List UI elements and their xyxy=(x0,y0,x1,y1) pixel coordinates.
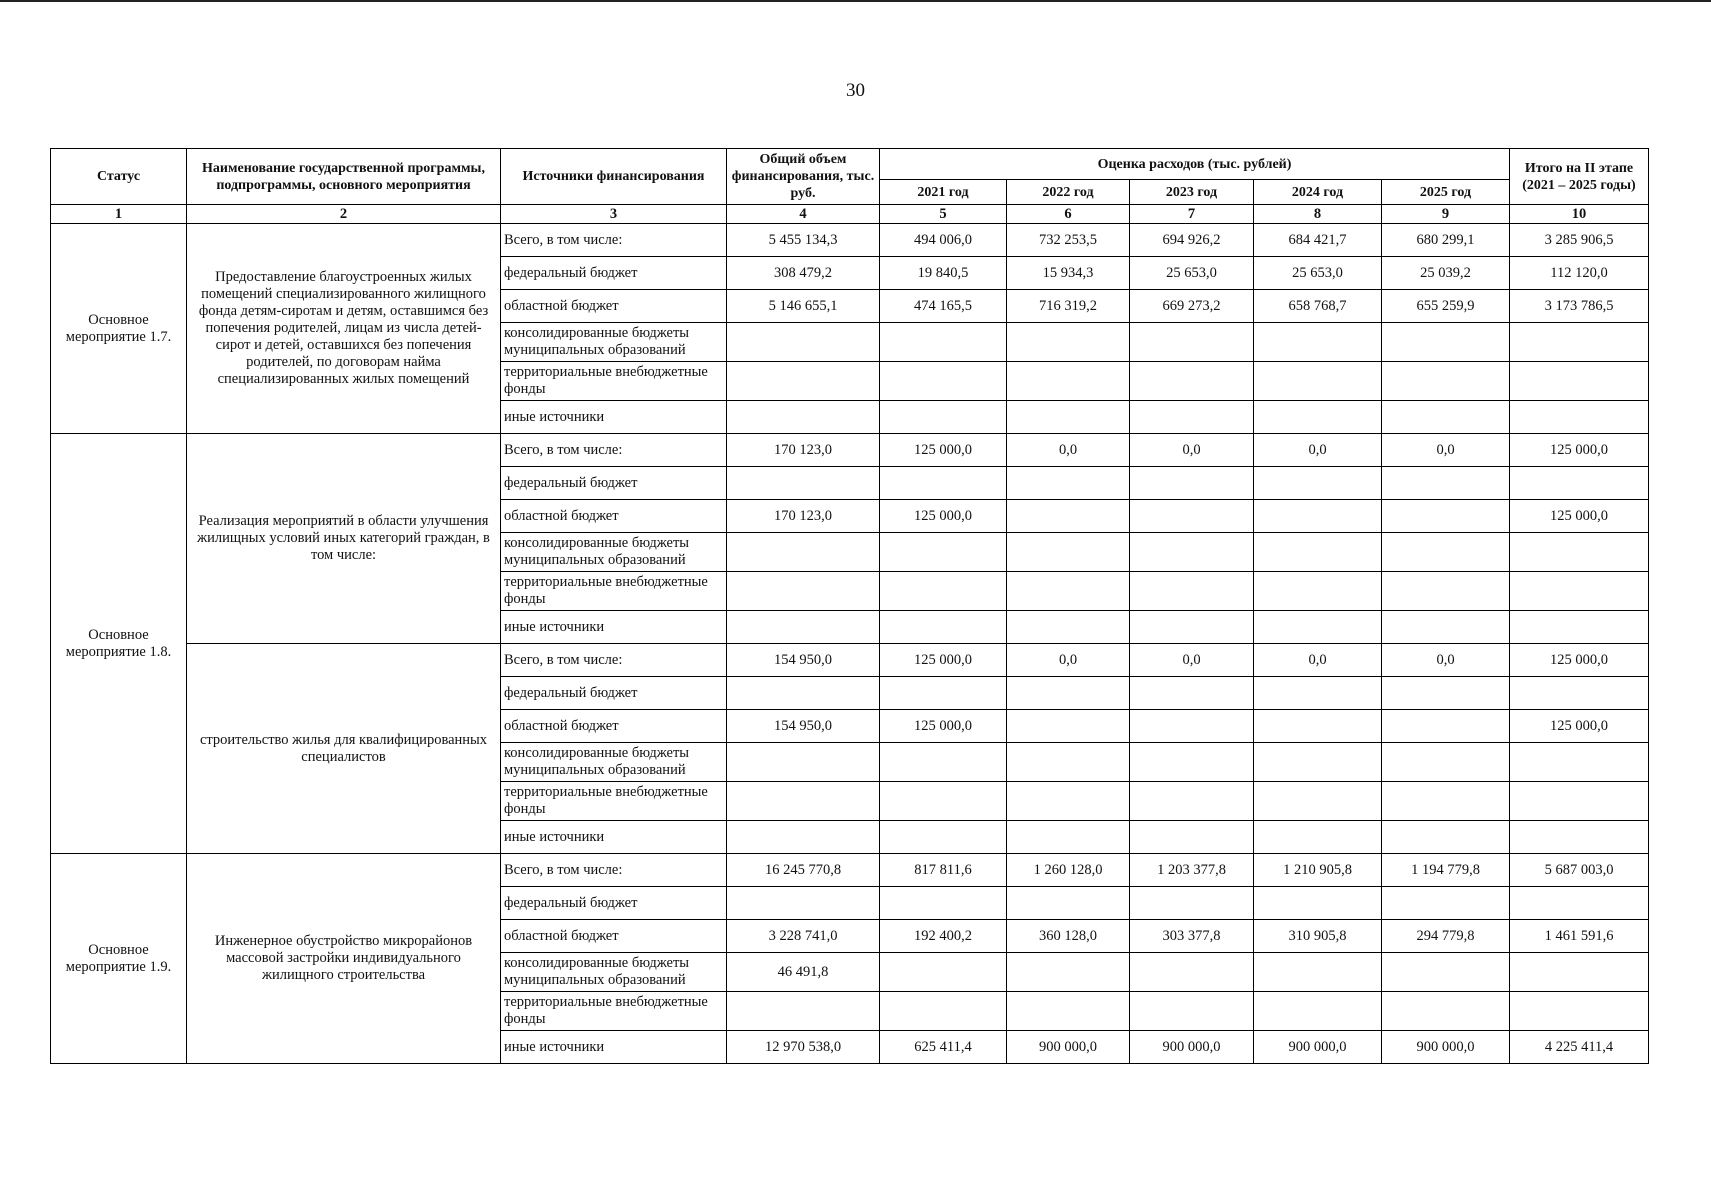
value-cell xyxy=(1510,677,1649,710)
value-cell xyxy=(1007,782,1130,821)
value-cell xyxy=(1254,611,1382,644)
value-cell: 125 000,0 xyxy=(880,710,1007,743)
value-cell xyxy=(1254,467,1382,500)
value-cell xyxy=(1007,611,1130,644)
value-cell xyxy=(1007,362,1130,401)
value-cell xyxy=(1510,953,1649,992)
value-cell xyxy=(1254,533,1382,572)
table-row xyxy=(51,434,1649,467)
header-year-2023: 2023 год xyxy=(1130,180,1254,205)
value-cell xyxy=(1254,743,1382,782)
value-cell: 12 970 538,0 xyxy=(727,1031,880,1064)
value-cell xyxy=(1130,782,1254,821)
value-cell: 125 000,0 xyxy=(880,500,1007,533)
value-cell xyxy=(880,467,1007,500)
value-cell: 46 491,8 xyxy=(727,953,880,992)
value-cell: 192 400,2 xyxy=(880,920,1007,953)
value-cell: 694 926,2 xyxy=(1130,224,1254,257)
value-cell xyxy=(1007,572,1130,611)
column-index: 2 xyxy=(187,205,501,224)
source-cell: иные источники xyxy=(501,1031,727,1064)
value-cell xyxy=(1007,821,1130,854)
value-cell xyxy=(880,887,1007,920)
value-cell xyxy=(1510,362,1649,401)
value-cell xyxy=(880,362,1007,401)
value-cell xyxy=(1382,611,1510,644)
value-cell xyxy=(1254,887,1382,920)
value-cell xyxy=(1007,323,1130,362)
value-cell: 3 173 786,5 xyxy=(1510,290,1649,323)
value-cell xyxy=(1007,953,1130,992)
value-cell: 5 455 134,3 xyxy=(727,224,880,257)
value-cell xyxy=(727,677,880,710)
value-cell: 170 123,0 xyxy=(727,500,880,533)
value-cell: 154 950,0 xyxy=(727,644,880,677)
value-cell xyxy=(1130,743,1254,782)
value-cell xyxy=(880,323,1007,362)
value-cell: 0,0 xyxy=(1254,644,1382,677)
value-cell xyxy=(1007,500,1130,533)
financing-table xyxy=(50,148,1649,1064)
program-name-cell: строительство жилья для квалифицированных специалистов xyxy=(187,644,501,854)
value-cell: 0,0 xyxy=(1130,644,1254,677)
value-cell: 1 461 591,6 xyxy=(1510,920,1649,953)
value-cell: 170 123,0 xyxy=(727,434,880,467)
value-cell xyxy=(1130,323,1254,362)
source-cell: консолидированные бюджеты муниципальных образований xyxy=(501,323,727,362)
value-cell: 154 950,0 xyxy=(727,710,880,743)
value-cell xyxy=(1510,782,1649,821)
value-cell: 0,0 xyxy=(1382,434,1510,467)
value-cell: 112 120,0 xyxy=(1510,257,1649,290)
value-cell xyxy=(1007,467,1130,500)
value-cell xyxy=(1382,887,1510,920)
value-cell: 625 411,4 xyxy=(880,1031,1007,1064)
value-cell xyxy=(1382,710,1510,743)
value-cell: 125 000,0 xyxy=(880,644,1007,677)
value-cell: 0,0 xyxy=(1007,644,1130,677)
value-cell: 0,0 xyxy=(1130,434,1254,467)
value-cell xyxy=(1130,677,1254,710)
value-cell xyxy=(880,611,1007,644)
value-cell xyxy=(1382,533,1510,572)
value-cell xyxy=(727,362,880,401)
source-cell: территориальные внебюджетные фонды xyxy=(501,572,727,611)
value-cell: 494 006,0 xyxy=(880,224,1007,257)
value-cell: 0,0 xyxy=(1007,434,1130,467)
value-cell xyxy=(1382,500,1510,533)
value-cell xyxy=(727,572,880,611)
value-cell xyxy=(1510,743,1649,782)
value-cell xyxy=(1130,401,1254,434)
source-cell: федеральный бюджет xyxy=(501,467,727,500)
value-cell xyxy=(727,611,880,644)
value-cell: 308 479,2 xyxy=(727,257,880,290)
value-cell xyxy=(1130,992,1254,1031)
column-index: 5 xyxy=(880,205,1007,224)
value-cell: 5 687 003,0 xyxy=(1510,854,1649,887)
source-cell: областной бюджет xyxy=(501,920,727,953)
value-cell xyxy=(1510,821,1649,854)
value-cell xyxy=(727,743,880,782)
value-cell xyxy=(1382,572,1510,611)
value-cell: 716 319,2 xyxy=(1007,290,1130,323)
value-cell: 5 146 655,1 xyxy=(727,290,880,323)
value-cell xyxy=(727,467,880,500)
value-cell xyxy=(1130,710,1254,743)
table-row xyxy=(51,224,1649,257)
value-cell xyxy=(1007,992,1130,1031)
source-cell: областной бюджет xyxy=(501,290,727,323)
value-cell xyxy=(1007,677,1130,710)
status-cell: Основное мероприятие 1.8. xyxy=(51,434,187,854)
source-cell: федеральный бюджет xyxy=(501,677,727,710)
top-border-line xyxy=(0,0,1711,2)
value-cell xyxy=(1254,782,1382,821)
value-cell xyxy=(1130,572,1254,611)
value-cell: 658 768,7 xyxy=(1254,290,1382,323)
value-cell xyxy=(1510,572,1649,611)
header-total-volume: Общий объем финансирования, тыс. руб. xyxy=(727,149,880,205)
value-cell xyxy=(1130,533,1254,572)
source-cell: консолидированные бюджеты муниципальных образований xyxy=(501,743,727,782)
value-cell xyxy=(1130,362,1254,401)
value-cell: 303 377,8 xyxy=(1130,920,1254,953)
value-cell xyxy=(1510,992,1649,1031)
value-cell: 732 253,5 xyxy=(1007,224,1130,257)
value-cell xyxy=(880,821,1007,854)
column-index: 4 xyxy=(727,205,880,224)
page-number: 30 xyxy=(846,80,865,101)
value-cell: 817 811,6 xyxy=(880,854,1007,887)
value-cell xyxy=(880,743,1007,782)
table-row xyxy=(51,644,1649,677)
column-index: 8 xyxy=(1254,205,1382,224)
program-name-cell: Предоставление благоустроенных жилых помещений специализированного жилищного фонда детям-сиротам и детям, оставшимся без попечения родителей, лицам из числа детей-сирот и детей, оставшихся без попечения родителей, по договорам найма специализированных жилых помещений xyxy=(187,224,501,434)
value-cell xyxy=(1382,677,1510,710)
source-cell: федеральный бюджет xyxy=(501,257,727,290)
value-cell: 3 285 906,5 xyxy=(1510,224,1649,257)
value-cell xyxy=(727,782,880,821)
value-cell: 25 653,0 xyxy=(1130,257,1254,290)
value-cell: 125 000,0 xyxy=(880,434,1007,467)
source-cell: Всего, в том числе: xyxy=(501,434,727,467)
value-cell xyxy=(1130,953,1254,992)
value-cell xyxy=(1130,611,1254,644)
value-cell: 900 000,0 xyxy=(1382,1031,1510,1064)
source-cell: консолидированные бюджеты муниципальных образований xyxy=(501,953,727,992)
value-cell xyxy=(1382,743,1510,782)
header-year-2021: 2021 год xyxy=(880,180,1007,205)
header-year-2022: 2022 год xyxy=(1007,180,1130,205)
value-cell xyxy=(1382,782,1510,821)
value-cell xyxy=(1130,821,1254,854)
value-cell xyxy=(1510,611,1649,644)
value-cell: 900 000,0 xyxy=(1254,1031,1382,1064)
program-name-cell: Реализация мероприятий в области улучшения жилищных условий иных категорий граждан, в том числе: xyxy=(187,434,501,644)
source-cell: областной бюджет xyxy=(501,500,727,533)
value-cell xyxy=(1382,323,1510,362)
value-cell: 1 203 377,8 xyxy=(1130,854,1254,887)
source-cell: областной бюджет xyxy=(501,710,727,743)
value-cell xyxy=(727,887,880,920)
column-index: 9 xyxy=(1382,205,1510,224)
header-year-2024: 2024 год xyxy=(1254,180,1382,205)
table-body xyxy=(51,224,1649,1064)
value-cell xyxy=(1382,467,1510,500)
value-cell xyxy=(1382,953,1510,992)
value-cell: 669 273,2 xyxy=(1130,290,1254,323)
column-index: 6 xyxy=(1007,205,1130,224)
value-cell xyxy=(1254,821,1382,854)
header-expenses-estimate: Оценка расходов (тыс. рублей) xyxy=(880,149,1510,180)
value-cell xyxy=(1254,572,1382,611)
value-cell: 1 210 905,8 xyxy=(1254,854,1382,887)
value-cell xyxy=(1510,467,1649,500)
column-index: 10 xyxy=(1510,205,1649,224)
value-cell: 900 000,0 xyxy=(1130,1031,1254,1064)
value-cell: 125 000,0 xyxy=(1510,710,1649,743)
source-cell: Всего, в том числе: xyxy=(501,854,727,887)
value-cell xyxy=(1130,467,1254,500)
value-cell xyxy=(1254,677,1382,710)
value-cell xyxy=(1254,992,1382,1031)
value-cell xyxy=(1510,887,1649,920)
value-cell xyxy=(880,992,1007,1031)
value-cell xyxy=(1254,500,1382,533)
source-cell: иные источники xyxy=(501,401,727,434)
value-cell xyxy=(1382,401,1510,434)
status-cell: Основное мероприятие 1.7. xyxy=(51,224,187,434)
value-cell xyxy=(1510,401,1649,434)
value-cell xyxy=(1130,887,1254,920)
value-cell: 655 259,9 xyxy=(1382,290,1510,323)
value-cell: 16 245 770,8 xyxy=(727,854,880,887)
source-cell: территориальные внебюджетные фонды xyxy=(501,362,727,401)
value-cell xyxy=(1007,887,1130,920)
column-index: 7 xyxy=(1130,205,1254,224)
value-cell xyxy=(880,677,1007,710)
value-cell xyxy=(1382,992,1510,1031)
value-cell xyxy=(1254,323,1382,362)
value-cell: 3 228 741,0 xyxy=(727,920,880,953)
header-status: Статус xyxy=(51,149,187,205)
value-cell xyxy=(1007,401,1130,434)
value-cell: 680 299,1 xyxy=(1382,224,1510,257)
value-cell xyxy=(1007,743,1130,782)
value-cell xyxy=(727,821,880,854)
value-cell xyxy=(1007,533,1130,572)
value-cell xyxy=(1254,953,1382,992)
value-cell xyxy=(1510,323,1649,362)
value-cell xyxy=(727,401,880,434)
source-cell: консолидированные бюджеты муниципальных образований xyxy=(501,533,727,572)
source-cell: территориальные внебюджетные фонды xyxy=(501,782,727,821)
source-cell: Всего, в том числе: xyxy=(501,644,727,677)
value-cell xyxy=(1007,710,1130,743)
source-cell: иные источники xyxy=(501,611,727,644)
header-program-name: Наименование государственной программы, подпрограммы, основного мероприятия xyxy=(187,149,501,205)
source-cell: федеральный бюджет xyxy=(501,887,727,920)
value-cell xyxy=(727,323,880,362)
column-index: 3 xyxy=(501,205,727,224)
value-cell: 360 128,0 xyxy=(1007,920,1130,953)
source-cell: территориальные внебюджетные фонды xyxy=(501,992,727,1031)
value-cell: 310 905,8 xyxy=(1254,920,1382,953)
value-cell: 294 779,8 xyxy=(1382,920,1510,953)
value-cell xyxy=(727,533,880,572)
column-index-row xyxy=(51,205,1649,224)
column-index: 1 xyxy=(51,205,187,224)
value-cell xyxy=(880,782,1007,821)
value-cell: 25 653,0 xyxy=(1254,257,1382,290)
status-cell: Основное мероприятие 1.9. xyxy=(51,854,187,1064)
value-cell xyxy=(880,572,1007,611)
value-cell: 1 260 128,0 xyxy=(1007,854,1130,887)
header-stage-total: Итого на II этапе (2021 – 2025 годы) xyxy=(1510,149,1649,205)
value-cell: 1 194 779,8 xyxy=(1382,854,1510,887)
value-cell: 474 165,5 xyxy=(880,290,1007,323)
value-cell: 900 000,0 xyxy=(1007,1031,1130,1064)
value-cell xyxy=(1254,362,1382,401)
value-cell xyxy=(880,533,1007,572)
value-cell xyxy=(727,992,880,1031)
value-cell: 125 000,0 xyxy=(1510,500,1649,533)
source-cell: Всего, в том числе: xyxy=(501,224,727,257)
value-cell: 25 039,2 xyxy=(1382,257,1510,290)
value-cell: 125 000,0 xyxy=(1510,644,1649,677)
value-cell xyxy=(880,401,1007,434)
header-sources: Источники финансирования xyxy=(501,149,727,205)
value-cell: 19 840,5 xyxy=(880,257,1007,290)
value-cell xyxy=(1254,401,1382,434)
value-cell: 0,0 xyxy=(1254,434,1382,467)
table-row xyxy=(51,854,1649,887)
program-name-cell: Инженерное обустройство микрорайонов массовой застройки индивидуального жилищного строительства xyxy=(187,854,501,1064)
header-row-1 xyxy=(51,149,1649,180)
value-cell: 684 421,7 xyxy=(1254,224,1382,257)
value-cell xyxy=(880,953,1007,992)
value-cell: 4 225 411,4 xyxy=(1510,1031,1649,1064)
header-year-2025: 2025 год xyxy=(1382,180,1510,205)
value-cell xyxy=(1130,500,1254,533)
value-cell xyxy=(1382,362,1510,401)
value-cell xyxy=(1254,710,1382,743)
value-cell: 125 000,0 xyxy=(1510,434,1649,467)
value-cell: 0,0 xyxy=(1382,644,1510,677)
source-cell: иные источники xyxy=(501,821,727,854)
value-cell: 15 934,3 xyxy=(1007,257,1130,290)
value-cell xyxy=(1510,533,1649,572)
value-cell xyxy=(1382,821,1510,854)
